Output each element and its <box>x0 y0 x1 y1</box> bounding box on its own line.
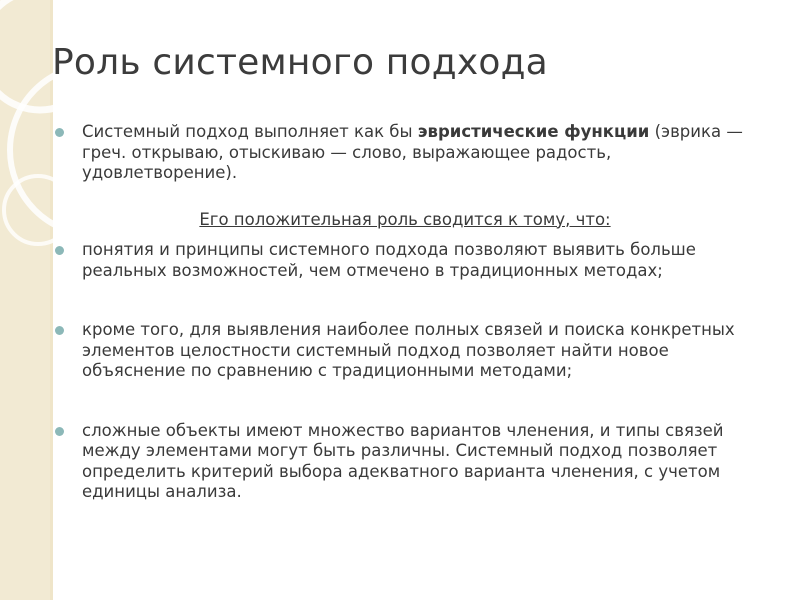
slide-title: Роль системного подхода <box>52 42 548 83</box>
bullet-icon <box>55 326 64 335</box>
bullet-icon <box>55 128 64 137</box>
list-item-text: понятия и принципы системного подхода позволяют выявить больше реальных возможностей, чем отмечено в традиционных методах; <box>82 240 696 280</box>
section-heading: Его положительная роль сводится к тому, что: <box>199 209 611 229</box>
intro-text: Системный подход выполняет как бы <box>82 122 418 141</box>
intro-text-after: (эврика — греч. открываю, отыскиваю — слово, выражающее радость, удовлетворение). <box>82 122 743 182</box>
intro-item <box>55 122 755 184</box>
slide-content <box>55 122 755 503</box>
list-item <box>55 320 755 382</box>
list-item-text: кроме того, для выявления наиболее полных связей и поиска конкретных элементов целостности системный подход позволяет найти новое объяснение по сравнению с традиционными методами; <box>82 320 735 380</box>
bullet-icon <box>55 246 64 255</box>
list-item-text: сложные объекты имеют множество вариантов членения, и типы связей между элементами могут быть различны. Системный подход позволяет определить критерий выбора адекватного варианта членения, с учетом единицы анализа. <box>82 420 724 501</box>
list-item <box>55 421 755 503</box>
list-item <box>55 240 755 281</box>
intro-bold-text: эвристические функции <box>417 122 650 141</box>
bullet-icon <box>55 427 64 436</box>
